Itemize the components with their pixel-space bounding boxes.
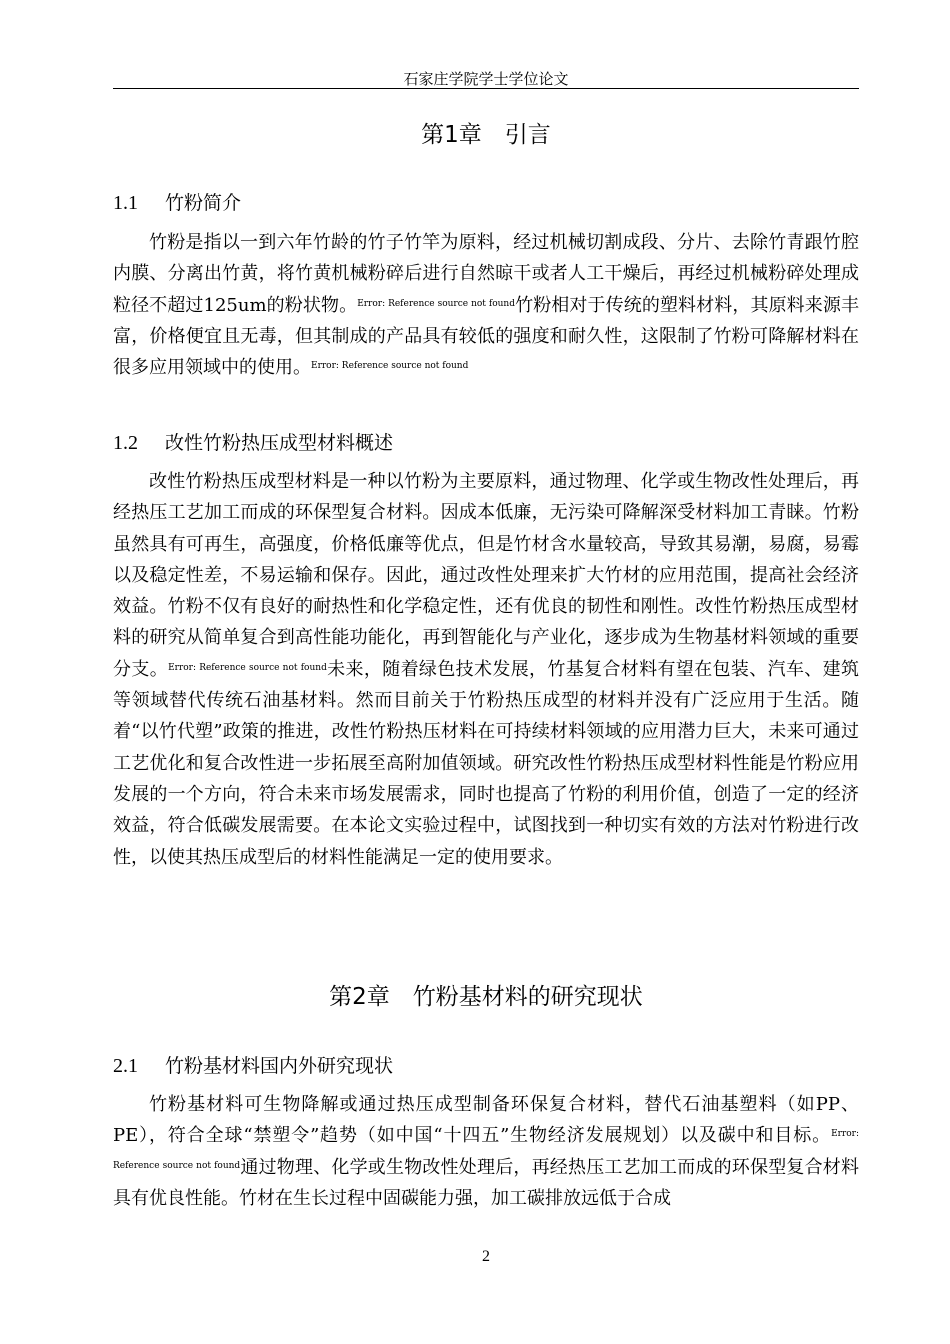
page-number: 2 [482, 1248, 490, 1265]
section-1-2-heading [113, 428, 859, 455]
section-number: 2.1 [113, 1055, 138, 1077]
paragraph-2-1 [113, 1089, 859, 1214]
section-1-1-heading [113, 188, 859, 215]
section-title: 竹粉简介 [165, 192, 242, 214]
paragraph-1-2 [113, 466, 859, 873]
paragraph-text: 通过物理、化学或生物改性处理后，再经热压工艺加工而成的环保型复合材料具有优良性能。竹材在生长过程中固碳能力强，加工碳排放远低于合成 [113, 1156, 860, 1209]
reference-error: Error: Reference source not found [113, 1129, 859, 1171]
section-2-1-heading [113, 1051, 859, 1078]
paragraph-text: 竹粉相对于传统的塑料材料，其原料来源丰富，价格便宜且无毒，但其制成的产品具有较低的强度和耐久性，这限制了竹粉可降解材料在很多应用领域中的使用。 [113, 294, 859, 379]
header-rule [113, 88, 859, 89]
reference-error: Error: Reference source not found [168, 662, 327, 673]
section-title: 改性竹粉热压成型材料概述 [165, 432, 394, 454]
paragraph-text: 竹粉是指以一到六年竹龄的竹子竹竿为原料，经过机械切割成段、分片、去除竹青跟竹腔内膜、分离出竹黄，将竹黄机械粉碎后进行自然晾干或者人工干燥后，再经过机械粉碎处理成粒径不超过125um的粉状物。 [113, 232, 859, 316]
chapter-2-title: 第2章 竹粉基材料的研究现状 [329, 984, 643, 1010]
reference-error: Error: Reference source not found [357, 298, 515, 309]
reference-error: Error: Reference source not found [311, 361, 469, 372]
paragraph-text: 竹粉基材料可生物降解或通过热压成型制备环保复合材料，替代石油基塑料（如PP、PE），符合全球“禁塑令”趋势（如中国“十四五”生物经济发展规划）以及碳中和目标。 [113, 1094, 859, 1147]
section-number: 1.1 [113, 192, 138, 214]
section-number: 1.2 [113, 432, 138, 454]
paragraph-text: 改性竹粉热压成型材料是一种以竹粉为主要原料，通过物理、化学或生物改性处理后，再经热压工艺加工而成的环保型复合材料。因成本低廉，无污染可降解深受材料加工青睐。竹粉虽然具有可再生，高强度，价格低廉等优点，但是竹材含水量较高，导致其易潮，易腐，易霉以及稳定性差，不易运输和保存。因此，通过改性处理来扩大竹材的应用范围，提高社会经济效益。竹粉不仅有良好的耐热性和化学稳定性，还有优良的韧性和刚性。改性竹粉热压成型材料的研究从简单复合到高性能功能化，再到智能化与产业化，逐步成为生物基材料领域的重要分支。 [113, 471, 859, 680]
section-title: 竹粉基材料国内外研究现状 [165, 1055, 394, 1077]
paragraph-1-1 [113, 227, 859, 383]
page-header-title: 石家庄学院学士学位论文 [403, 70, 569, 88]
chapter-1-title: 第1章 引言 [421, 122, 551, 148]
paragraph-text: 未来，随着绿色技术发展，竹基复合材料有望在包装、汽车、建筑等领域替代传统石油基材料。然而目前关于竹粉热压成型的材料并没有广泛应用于生活。随着“以竹代塑”政策的推进，改性竹粉热压材料在可持续材料领域的应用潜力巨大，未来可通过工艺优化和复合改性进一步拓展至高附加值领域。研究改性竹粉热压成型材料性能是竹粉应用发展的一个方向，符合未来市场发展需求，同时也提高了竹粉的利用价值，创造了一定的经济效益，符合低碳发展需要。在本论文实验过程中，试图找到一种切实有效的方法对竹粉进行改性，以使其热压成型后的材料性能满足一定的使用要求。 [113, 658, 860, 868]
